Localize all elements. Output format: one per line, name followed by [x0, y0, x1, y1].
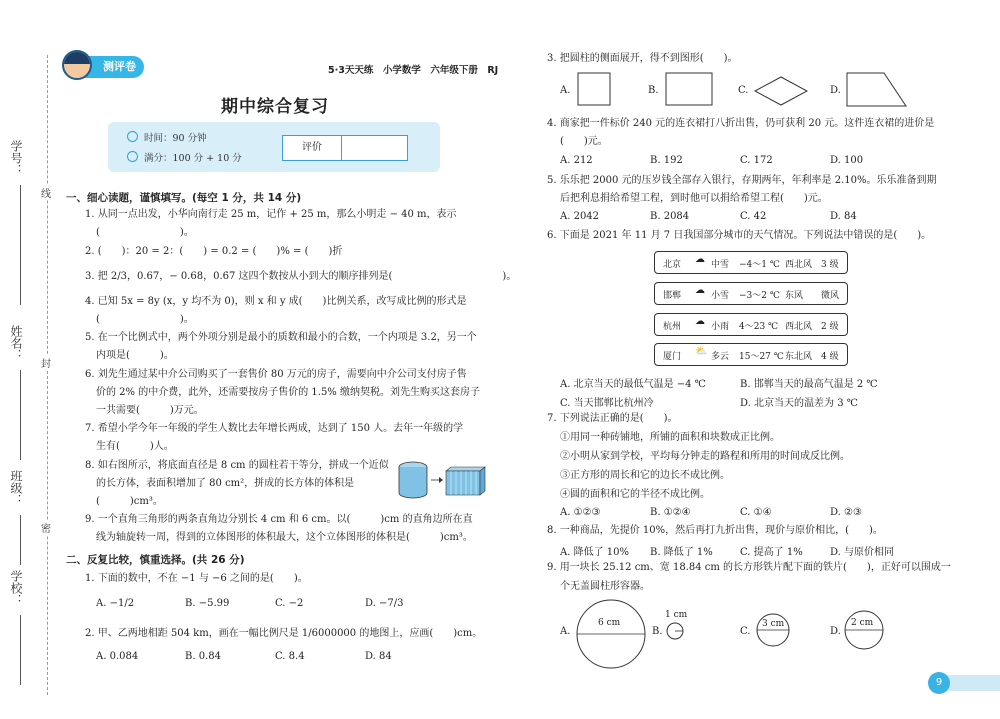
- temp-range: −4～1 ℃: [739, 260, 780, 270]
- r-q5-option-c: C. 42: [740, 211, 767, 222]
- city-name: 邯郸: [663, 291, 682, 301]
- weather-desc: 小雨: [711, 322, 730, 332]
- r-q6-option-c: C. 当天邯郸比杭州冷: [560, 398, 654, 409]
- r-q9-option-a: A.: [560, 626, 571, 637]
- weather-desc: 小雪: [711, 291, 730, 301]
- r-q7-option-d: D. ②③: [830, 507, 862, 518]
- r-q4-option-b: B. 192: [650, 155, 683, 166]
- circle-diameter-6cm: [575, 598, 647, 670]
- wind-level: 3 级: [821, 260, 839, 270]
- wind-dir: 西北风: [785, 322, 813, 332]
- rhombus-shape: [754, 76, 808, 106]
- r-q7-option-c: C. ①④: [740, 507, 772, 518]
- weather-desc: 中雪: [711, 260, 730, 270]
- section-1-title: 一、细心读题，谨慎填写。(每空 1 分，共 14 分): [66, 192, 302, 204]
- mascot-icon: [62, 50, 92, 80]
- s2-q2: 2. 甲、乙两地相距 504 km，画在一幅比例尺是 1/6000000 的地图上，应画( )cm。: [85, 628, 483, 639]
- wind-level: 微风: [821, 291, 840, 301]
- r-q4-option-c: C. 172: [740, 155, 773, 166]
- wind-level: 2 级: [821, 322, 839, 332]
- r-q5-line1: 5. 乐乐把 2000 元的压岁钱全部存入银行，存期两年，年利率是 2.10%。乐乐准备到期: [547, 175, 937, 186]
- r-q6-option-b: B. 邯郸当天的最高气温是 2 ℃: [740, 379, 878, 390]
- test-badge: 测评卷: [64, 56, 144, 78]
- q5-line2: 内项是( )。: [96, 350, 174, 361]
- r-q9-label-a: 6 cm: [598, 618, 621, 628]
- s2-q2-option-b: B. 0.84: [185, 651, 221, 662]
- section-2-title: 二、反复比较，慎重选择。(共 26 分): [66, 554, 245, 566]
- r-q9-line1: 9. 用一块长 25.12 cm、宽 18.84 cm 的长方形铁片配下面的铁片( )，正好可以围成一: [547, 562, 951, 573]
- r-q7-option-b: B. ①②④: [650, 507, 691, 518]
- label-xingming: 姓名：: [9, 325, 23, 361]
- q6-line1: 6. 刘先生通过某中介公司购买了一套售价 80 万元的房子，需要向中介公司支付房子售: [85, 369, 467, 380]
- s2-q1-option-b: B. −5.99: [185, 598, 230, 609]
- seal-mi: 密: [41, 520, 51, 535]
- weather-row-beijing: [654, 251, 848, 274]
- s2-q2-option-d: D. 84: [365, 651, 392, 662]
- q3: 3. 把 2/3，0.67，− 0.68，0.6̇7̇ 这四个数按从小到大的顺序排列是( )。: [85, 271, 517, 282]
- r-q3-option-d: D.: [830, 85, 841, 96]
- full-score: 满分：100 分 + 10 分: [144, 153, 242, 164]
- r-q5-option-d: D. 84: [830, 211, 857, 222]
- r-q9-option-b: B.: [652, 626, 663, 637]
- evaluation-label: 评价: [283, 136, 342, 160]
- r-q4-line2: ( )元。: [560, 136, 608, 147]
- wind-dir: 东风: [785, 291, 804, 301]
- rectangle-shape: [665, 72, 713, 106]
- r-q3-option-c: C.: [738, 85, 749, 96]
- wind-dir: 东北风: [785, 352, 813, 362]
- r-q8-option-b: B. 降低了 1%: [650, 547, 713, 558]
- wind-level: 4 级: [821, 352, 839, 362]
- xuexiao-line: [20, 615, 21, 685]
- s2-q1-option-a: A. −1/2: [96, 598, 135, 609]
- r-q7-option-a: A. ①②③: [560, 507, 601, 518]
- r-q5-option-b: B. 2084: [650, 211, 690, 222]
- r-q3-option-a: A.: [560, 85, 571, 96]
- r-q5-option-a: A. 2042: [560, 211, 600, 222]
- q5-line1: 5. 在一个比例式中，两个外项分别是最小的质数和最小的合数，一个内项是 3.2，另一个: [85, 332, 477, 343]
- r-q4-option-d: D. 100: [830, 155, 864, 166]
- q1-line1: 1. 从同一点出发，小华向南行走 25 m，记作 + 25 m，那么小明走 − 40 m，表示: [85, 209, 457, 220]
- r-q4-option-a: A. 212: [560, 155, 593, 166]
- q7-line1: 7. 希望小学今年一年级的学生人数比去年增长两成，达到了 150 人。去年一年级的学: [85, 423, 464, 434]
- q1-line2: ( )。: [96, 227, 194, 238]
- r-q8-option-d: D. 与原价相同: [830, 547, 895, 558]
- r-q5-line2: 后把利息捐给希望工程，到时他可以捐给希望工程( )元。: [560, 193, 828, 204]
- binding-line: [47, 55, 48, 695]
- city-name: 杭州: [663, 322, 682, 332]
- r-q4-line1: 4. 商家把一件标价 240 元的连衣裙打八折出售，仍可获利 20 元。这件连衣裙的进价是: [547, 118, 935, 129]
- temp-range: −3～2 ℃: [739, 291, 780, 301]
- r-q7-statement-1: ①用同一种砖铺地，所铺的面积和块数成正比例。: [560, 432, 780, 443]
- s2-q1: 1. 下面的数中，不在 −1 与 −6 之间的是( )。: [85, 573, 308, 584]
- q4-line1: 4. 已知 5x = 8y (x，y 均不为 0)，则 x 和 y 成( )比例关系，改写成比例的形式是: [85, 296, 467, 307]
- circle-diameter-3cm: [755, 612, 791, 648]
- wind-dir: 西北风: [785, 260, 813, 270]
- weather-row-hangzhou: [654, 313, 848, 336]
- circle-diameter-2cm: [843, 609, 885, 651]
- r-q9-option-c: C.: [740, 626, 751, 637]
- book-header: 5·3天天练 小学数学 六年级下册 RJ: [328, 65, 499, 76]
- page-number: 9: [928, 672, 950, 694]
- temp-range: 4～23 ℃: [739, 322, 779, 332]
- r-q9-label-b: 1 cm: [665, 610, 688, 620]
- r-q9-option-d: D.: [830, 626, 841, 637]
- s2-q2-option-c: C. 8.4: [275, 651, 305, 662]
- xuehao-line: [20, 185, 21, 305]
- r-q9-line2: 个无盖圆柱形容器。: [560, 581, 650, 592]
- evaluation-box: [282, 135, 408, 161]
- weather-row-handan: [654, 282, 848, 305]
- q6-line3: 一共需要( )万元。: [96, 405, 204, 416]
- r-q8: 8. 一种商品，先提价 10%，然后再打九折出售，现价与原价相比，( )。: [547, 525, 883, 536]
- weather-row-xiamen: [654, 343, 848, 366]
- r-q7: 7. 下列说法正确的是( )。: [547, 413, 678, 424]
- page-title: 期中综合复习: [221, 97, 329, 117]
- temp-range: 15～27 ℃: [739, 352, 784, 362]
- r-q9-label-d: 2 cm: [851, 618, 874, 628]
- sun-cloud-icon: ⛅: [695, 346, 708, 357]
- q9-line2: 线为轴旋转一周，得到的立体图形的体积最大，这个立体图形的体积是( )cm³。: [96, 532, 473, 543]
- q8-line2: 的长方体，表面积增加了 80 cm²，拼成的长方体的体积是: [96, 478, 355, 489]
- label-xuexiao: 学校：: [9, 570, 23, 606]
- q7-line2: 生有( )人。: [96, 441, 174, 452]
- r-q7-statement-3: ③正方形的周长和它的边长不成比例。: [560, 470, 730, 481]
- s2-q2-option-a: A. 0.084: [96, 651, 139, 662]
- snow-cloud-icon: ☁: [695, 254, 705, 265]
- r-q3-option-b: B.: [648, 85, 659, 96]
- q2: 2. ( )：20 = 2：( ) = 0.2 = ( )% = ( )折: [85, 246, 343, 257]
- weather-desc: 多云: [711, 352, 730, 362]
- rain-cloud-icon: ☁: [695, 316, 705, 327]
- q9-line1: 9. 一个直角三角形的两条直角边分别长 4 cm 和 6 cm。以( )cm 的直角边所在直: [85, 514, 473, 525]
- r-q6-option-d: D. 北京当天的温差为 3 ℃: [740, 398, 858, 409]
- q8-line1: 8. 如右图所示，将底面直径是 8 cm 的圆柱若干等分，拼成一个近似: [85, 460, 389, 471]
- s2-q1-option-d: D. −7/3: [365, 598, 404, 609]
- clock-icon: [127, 131, 138, 142]
- time-limit: 时间：90 分钟: [144, 133, 207, 144]
- label-xuehao: 学号：: [9, 140, 23, 176]
- r-q8-option-c: C. 提高了 1%: [740, 547, 803, 558]
- r-q6: 6. 下面是 2021 年 11 月 7 日我国部分城市的天气情况。下列说法中错误的是( )。: [547, 230, 932, 241]
- q4-line2: ( )。: [96, 314, 194, 325]
- r-q6-option-a: A. 北京当天的最低气温是 −4 ℃: [560, 379, 706, 390]
- city-name: 北京: [663, 260, 682, 270]
- xingming-line: [20, 370, 21, 460]
- s2-q1-option-c: C. −2: [275, 598, 304, 609]
- check-icon: [127, 151, 138, 162]
- cylinder-to-cuboid-figure: [396, 459, 488, 501]
- seal-feng: 封: [41, 355, 51, 370]
- r-q3: 3. 把圆柱的侧面展开，得不到图形( )。: [547, 53, 738, 64]
- r-q7-statement-2: ②小明从家到学校，平均每分钟走的路程和所用的时间成反比例。: [560, 451, 850, 462]
- snow-cloud-icon: ☁: [695, 285, 705, 296]
- trapezoid-shape: [846, 72, 908, 108]
- r-q9-label-c: 3 cm: [762, 619, 785, 629]
- circle-radius-1cm: [663, 621, 687, 641]
- r-q7-statement-4: ④圆的面积和它的半径不成比例。: [560, 489, 710, 500]
- seal-xian: 线: [41, 185, 51, 200]
- square-shape: [577, 72, 611, 106]
- r-q8-option-a: A. 降低了 10%: [560, 547, 629, 558]
- q8-line3: ( )cm³。: [96, 496, 163, 507]
- label-banji: 班级：: [9, 470, 23, 506]
- banji-line: [20, 515, 21, 565]
- q6-line2: 价的 2% 的中介费，此外，还需要按房子售价的 1.5% 缴纳契税。刘先生购买这套房子: [96, 387, 480, 398]
- city-name: 厦门: [663, 352, 682, 362]
